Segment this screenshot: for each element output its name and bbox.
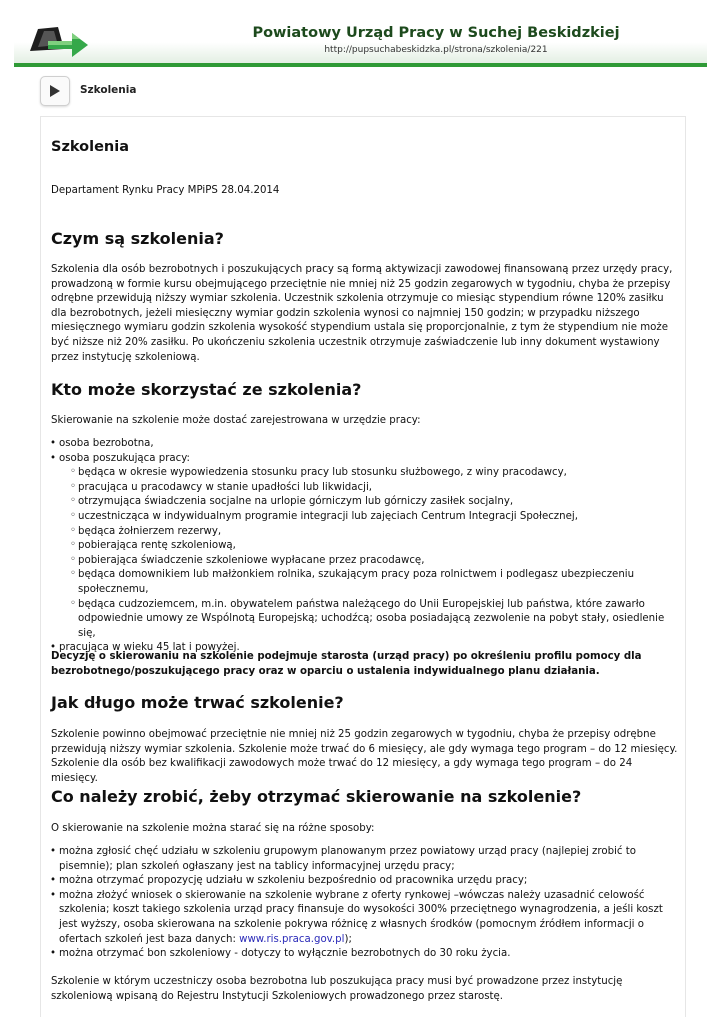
- section-heading-what: Czym są szkolenia?: [51, 229, 224, 248]
- article-meta: Departament Rynku Pracy MPiPS 28.04.2014: [51, 185, 280, 196]
- list-item: • pracująca w wieku 45 lat i powyżej.: [51, 641, 679, 656]
- article-title: Szkolenia: [51, 139, 129, 155]
- sub-list: [59, 466, 679, 641]
- list-item: • można otrzymać bon szkoleniowy - dotyczy to wyłącznie bezrobotnych do 30 roku życia.: [51, 947, 679, 962]
- list-item: [51, 452, 679, 642]
- list-item: ◦ będąca w okresie wypowiedzenia stosunku pracy lub stosunku służbowego, z winy pracodawcy,: [59, 466, 679, 481]
- list-item: ◦ będąca żołnierzem rezerwy,: [59, 525, 679, 540]
- list-item: ◦ będąca cudzoziemcem, m.in. obywatelem państwa należącego do Unii Europejskiej lub państwa, które zawarło odpowiednie umowy ze Wspólnotą Europejską; uchodźcą; osoba posiadającą zezwolenie na pobyt stały, osiedlenie się,: [59, 598, 679, 642]
- list-item-text: można złożyć wniosek o skierowanie na szkolenie wybrane z oferty rynkowej –wówczas należy uzasadnić celowość szkolenia; koszt takiego szkolenia urząd pracy finansuje do wysokości 300% przeciętnego wynagrodzenia, a jeśli koszt jest wyższy, osoba skierowana na szkolenie pokrywa różnicę z własnych środków (pomocnym źródłem informacji o ofertach szkoleń jest baza danych:: [59, 889, 663, 945]
- breadcrumb-label[interactable]: Szkolenia: [80, 84, 137, 96]
- section-body-duration: Szkolenie powinno obejmować przeciętnie nie mniej niż 25 godzin zegarowych w tygodniu, chyba że przepisy odrębne przewidują niższy wymiar szkolenia. Szkolenie może trwać do 6 miesięcy, ale gdy wymaga tego program – do 12 miesięcy. Szkolenie dla osób bez kwalifikacji zawodowych może trwać do 12 miesięcy, a gdy wymaga tego program – do 24 miesięcy.: [51, 729, 678, 784]
- list-item: • można zgłosić chęć udziału w szkoleniu grupowym planowanym przez powiatowy urząd pracy (najlepiej zrobić to pisemnie); plan szkoleń ogłaszany jest na tablicy informacyjnej urzędu pracy;: [51, 845, 679, 874]
- list-item: • można otrzymać propozycję udziału w szkoleniu bezpośrednio od pracownika urzędu pracy;: [51, 874, 679, 889]
- section-heading-who: Kto może skorzystać ze szkolenia?: [51, 380, 362, 399]
- site-header: [14, 17, 707, 67]
- list-item: ◦ pracująca u pracodawcy w stanie upadłości lub likwidacji,: [59, 481, 679, 496]
- section-footer-howto: Szkolenie w którym uczestniczy osoba bezrobotna lub poszukująca pracy musi być prowadzone przez instytucję szkoleniową wpisaną do Rejestru Instytucji Szkoleniowych prowadzonego przez starostę.: [51, 976, 623, 1002]
- play-arrow-icon: [49, 84, 61, 98]
- section-heading-howto: Co należy zrobić, żeby otrzymać skierowanie na szkolenie?: [51, 787, 582, 806]
- section-heading-duration: Jak długo może trwać szkolenie?: [51, 693, 344, 712]
- site-url: http://pupsuchabeskidzka.pl/strona/szkolenia/221: [324, 45, 548, 55]
- list-item: ◦ pobierająca rentę szkoleniową,: [59, 539, 679, 554]
- breadcrumb-arrow-button[interactable]: [40, 76, 70, 106]
- list-item-text-end: );: [344, 933, 352, 945]
- list-item: ◦ pobierająca świadczenie szkoleniowe wypłacane przez pracodawcę,: [59, 554, 679, 569]
- list-item: ◦ będąca domownikiem lub małżonkiem rolnika, szukającym pracy poza rolnictwem i podlegasz ubezpieczeniu społecznemu,: [59, 568, 679, 597]
- logo-arrow-icon[interactable]: [28, 23, 92, 59]
- section-intro-howto: O skierowanie na szkolenie można starać się na różne sposoby:: [51, 823, 375, 834]
- decision-note: Decyzję o skierowaniu na szkolenie podejmuje starosta (urząd pracy) po określeniu profilu pomocy dla bezrobotnego/poszukującego pracy oraz w oparciu o ustalenia indywidualnego planu działania.: [51, 651, 642, 677]
- section-body-what: Szkolenia dla osób bezrobotnych i poszukujących pracy są formą aktywizacji zawodowej finansowaną przez urzędy pracy, prowadzoną w formie kursu obejmującego przeciętnie nie mniej niż 25 godzin zegarowych w tygodniu, chyba że przepisy odrębne przewidują niższy wymiar szkolenia. Uczestnik szkolenia otrzymuje co miesiąc stypendium równe 120% zasiłku dla bezrobotnych, jeżeli miesięczny wymiar godzin szkolenia wynosi co najmniej 150 godzin; w przypadku niższego miesięcznego wymiaru godzin szkolenia wysokość stypendium ustala się proporcjonalnie, z tym że stypendium nie może być niższe niż 20% zasiłku. Po ukończeniu szkolenia uczestnik otrzymuje zaświadczenie lub inny dokument wystawiony przez instytucję szkoleniową.: [51, 264, 673, 363]
- list-item: ◦ otrzymująca świadczenia socjalne na urlopie górniczym lub górniczy zasiłek socjalny,: [59, 495, 679, 510]
- howto-list: [51, 845, 679, 962]
- article-panel: [40, 116, 686, 1017]
- eligibility-list: [51, 437, 679, 656]
- site-title: Powiatowy Urząd Pracy w Suchej Beskidzkiej: [252, 25, 620, 41]
- list-item: ◦ uczestnicząca w indywidualnym programie integracji lub zajęciach Centrum Integracji Społecznej,: [59, 510, 679, 525]
- list-item-label: osoba poszukująca pracy:: [59, 452, 190, 464]
- ris-link[interactable]: www.ris.praca.gov.pl: [239, 933, 345, 945]
- list-item: [51, 889, 679, 947]
- section-intro-who: Skierowanie na szkolenie może dostać zarejestrowana w urzędzie pracy:: [51, 415, 421, 426]
- list-item: • osoba bezrobotna,: [51, 437, 679, 452]
